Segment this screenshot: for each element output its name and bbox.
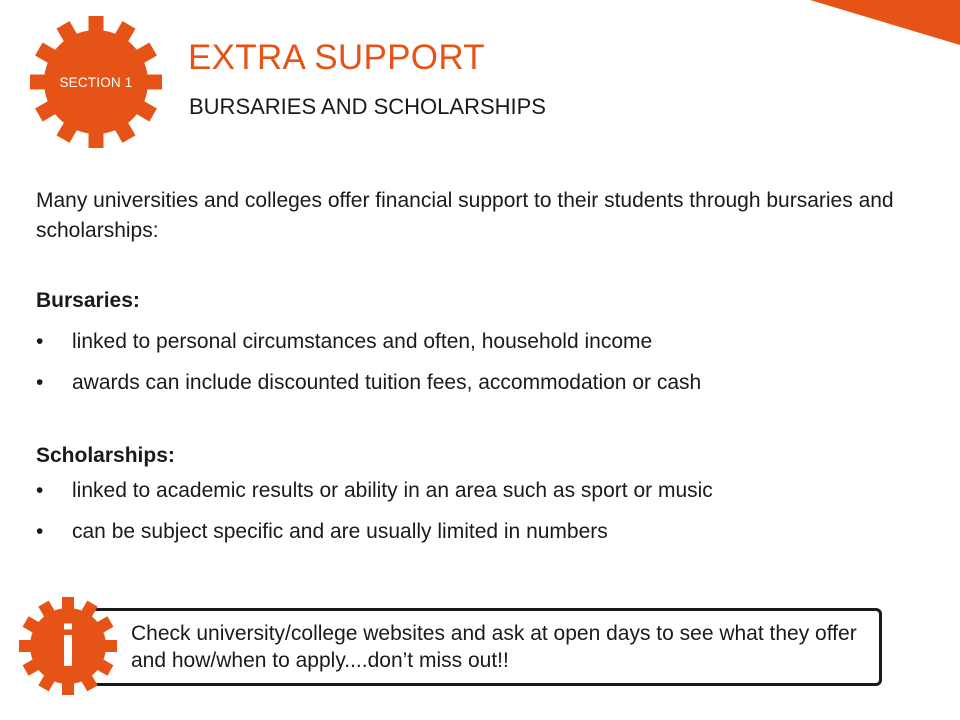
list-item bbox=[36, 330, 701, 354]
bursary-item-text: awards can include discounted tuition fees, accommodation or cash bbox=[72, 371, 702, 394]
bullet-icon: • bbox=[36, 520, 44, 543]
page-title: EXTRA SUPPORT bbox=[188, 38, 485, 77]
corner-accent-shape bbox=[810, 0, 960, 45]
bursary-item-text: linked to personal circumstances and often, household income bbox=[72, 330, 653, 353]
bullet-icon: • bbox=[36, 371, 44, 394]
bursaries-list bbox=[36, 330, 701, 412]
section-badge-label: SECTION 1 bbox=[59, 74, 133, 90]
scholarship-item-text: can be subject specific and are usually limited in numbers bbox=[72, 520, 608, 543]
scholarships-list bbox=[36, 479, 713, 561]
bullet-icon: • bbox=[36, 479, 44, 502]
list-item bbox=[36, 479, 713, 503]
info-icon bbox=[18, 596, 118, 696]
intro-paragraph: Many universities and colleges offer financial support to their students through bursaries and scholarships: bbox=[36, 189, 894, 242]
info-glyph: i bbox=[59, 614, 77, 679]
scholarships-heading: Scholarships: bbox=[36, 444, 175, 467]
info-callout-text: Check university/college websites and ask at open days to see what they offer and how/when to apply....don’t miss out!! bbox=[131, 622, 857, 672]
bursaries-heading: Bursaries: bbox=[36, 289, 140, 312]
list-item bbox=[36, 371, 701, 395]
page-subtitle: BURSARIES AND SCHOLARSHIPS bbox=[189, 94, 546, 119]
bullet-icon: • bbox=[36, 330, 44, 353]
scholarship-item-text: linked to academic results or ability in an area such as sport or music bbox=[72, 479, 713, 502]
list-item bbox=[36, 520, 713, 544]
